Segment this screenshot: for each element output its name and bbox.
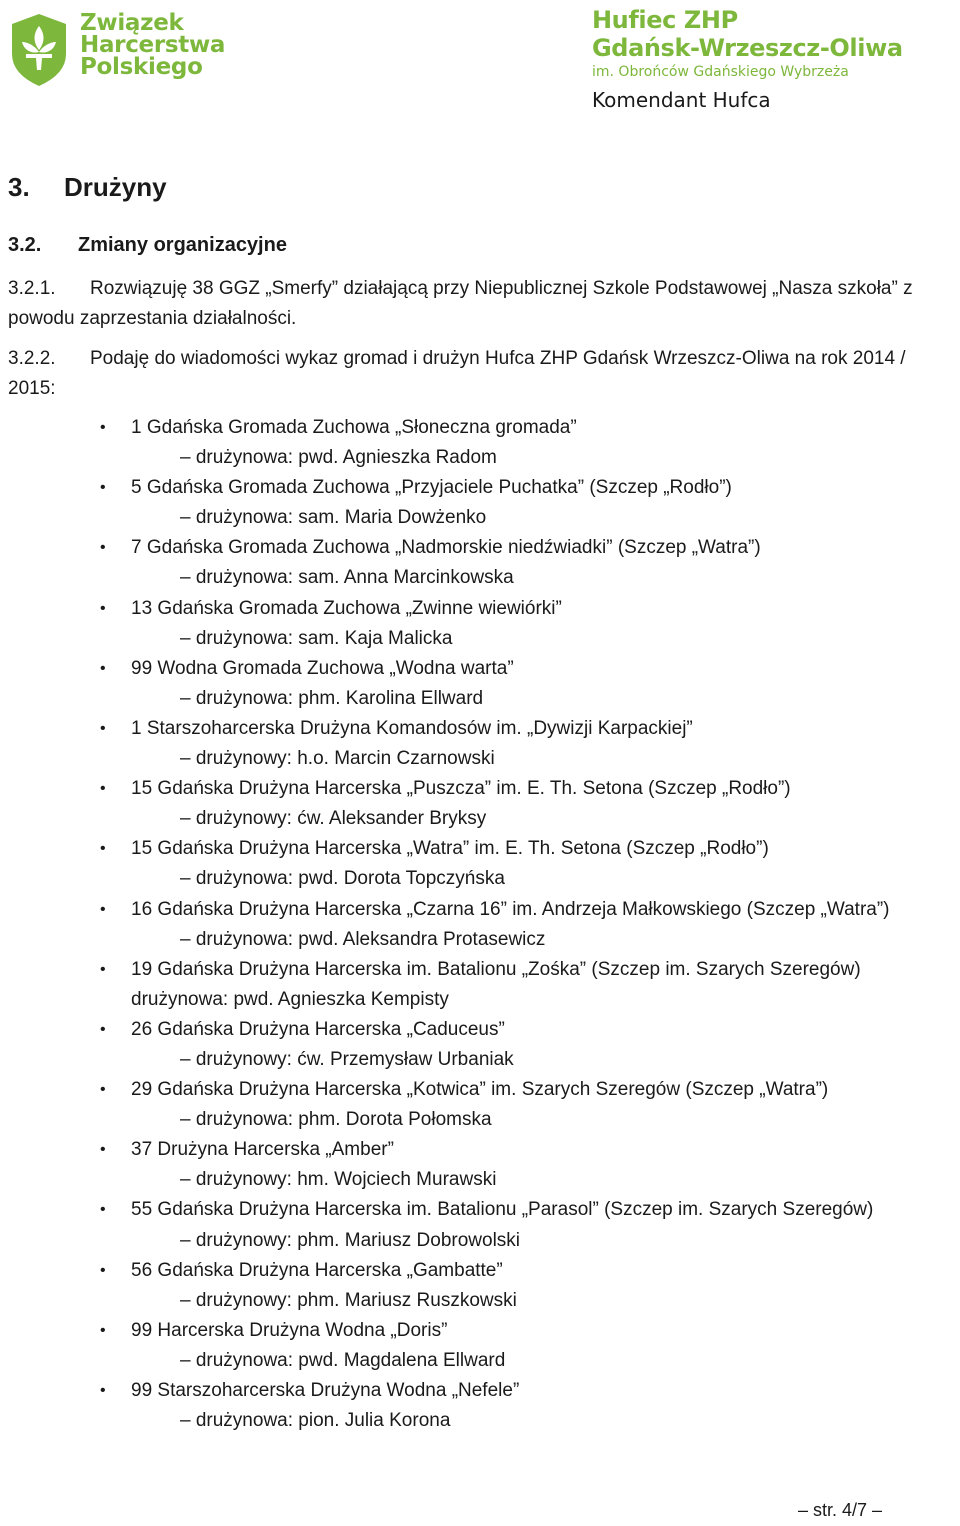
unit-name: 19 Gdańska Drużyna Harcerska im. Batalionu „Zośka” (Szczep im. Szarych Szeregów) drużynowa: pwd. Agnieszka Kempisty (131, 958, 861, 1010)
bullet-icon: • (100, 479, 106, 497)
list-item (0, 1376, 950, 1436)
list-item (0, 1135, 950, 1195)
header-brand (592, 6, 952, 112)
bullet-icon: • (100, 1321, 106, 1339)
paragraph-text: Rozwiązuję 38 GGZ „Smerfy” działającą przy Niepublicznej Szkole Podstawowej „Nasza szkoła” z powodu zaprzestania działalności. (8, 278, 913, 329)
list-item (0, 1256, 950, 1316)
unit-leader: – drużynowa: sam. Kaja Malicka (180, 627, 453, 649)
zhp-logo (6, 8, 226, 92)
unit-name: 15 Gdańska Drużyna Harcerska „Puszcza” im. E. Th. Setona (Szczep „Rodło”) (131, 778, 791, 800)
bullet-icon: • (100, 1020, 106, 1038)
unit-name: 56 Gdańska Drużyna Harcerska „Gambatte” (131, 1259, 503, 1281)
bullet-icon: • (100, 780, 106, 798)
paragraph-number: 3.2.2. (8, 348, 56, 369)
logo-line-1: Związek (80, 10, 184, 36)
unit-name: 16 Gdańska Drużyna Harcerska „Czarna 16” im. Andrzeja Małkowskiego (Szczep „Watra”) (131, 898, 890, 920)
list-item (0, 1316, 950, 1376)
bullet-icon: • (100, 1382, 106, 1399)
list-item (0, 594, 950, 654)
bullet-icon: • (100, 900, 106, 918)
unit-leader: – drużynowy: phm. Mariusz Ruszkowski (180, 1289, 517, 1311)
zhp-lily-icon (6, 12, 72, 88)
unit-name: 29 Gdańska Drużyna Harcerska „Kotwica” im. Szarych Szeregów (Szczep „Watra”) (131, 1079, 829, 1101)
paragraph-number: 3.2.1. (8, 278, 56, 299)
section-title: Drużyny (64, 172, 167, 202)
logo-line-3: Polskiego (80, 54, 203, 80)
page-number: – str. 4/7 – (798, 1500, 883, 1520)
unit-leader: – drużynowa: pwd. Magdalena Ellward (180, 1349, 506, 1371)
unit-name: 99 Harcerska Drużyna Wodna „Doris” (131, 1319, 448, 1341)
bullet-icon: • (100, 419, 106, 436)
unit-leader: – drużynowa: phm. Karolina Ellward (180, 687, 484, 709)
unit-leader: – drużynowa: pion. Julia Korona (180, 1410, 451, 1432)
subsection-title: Zmiany organizacyjne (78, 234, 287, 256)
brand-title: Hufiec ZHP (592, 6, 738, 34)
unit-name: 1 Gdańska Gromada Zuchowa „Słoneczna gromada” (131, 417, 577, 438)
bullet-icon: • (100, 659, 106, 677)
unit-leader: – drużynowy: hm. Wojciech Murawski (180, 1169, 497, 1191)
list-item (0, 654, 950, 714)
unit-name: 99 Starszoharcerska Drużyna Wodna „Nefele” (131, 1380, 520, 1401)
unit-name: 13 Gdańska Gromada Zuchowa „Zwinne wiewiórki” (131, 597, 562, 619)
bullet-icon: • (100, 1201, 106, 1219)
bullet-icon: • (100, 1141, 106, 1159)
section-heading (8, 172, 167, 203)
bullet-icon: • (100, 1261, 106, 1279)
unit-name: 1 Starszoharcerska Drużyna Komandosów im. „Dywizji Karpackiej” (131, 717, 693, 739)
bullet-icon: • (100, 599, 106, 617)
unit-leader: – drużynowy: h.o. Marcin Czarnowski (180, 748, 495, 770)
unit-name: 15 Gdańska Drużyna Harcerska „Watra” im. E. Th. Setona (Szczep „Rodło”) (131, 838, 769, 860)
list-item (0, 473, 950, 533)
list-item (0, 774, 950, 834)
unit-leader: – drużynowa: pwd. Agnieszka Radom (180, 447, 497, 469)
brand-role: Komendant Hufca (592, 88, 771, 112)
bullet-icon: • (100, 840, 106, 858)
unit-name: 99 Wodna Gromada Zuchowa „Wodna warta” (131, 657, 514, 679)
list-item (0, 834, 950, 894)
list-item (0, 413, 950, 473)
list-item (0, 714, 950, 774)
brand-subtitle: Gdańsk-Wrzeszcz-Oliwa (592, 34, 903, 62)
bullet-icon: • (100, 1081, 106, 1099)
unit-leader: – drużynowy: ćw. Przemysław Urbaniak (180, 1048, 514, 1070)
list-item (0, 895, 950, 955)
bullet-icon: • (100, 539, 106, 557)
list-item (0, 955, 950, 1015)
unit-leader: – drużynowa: pwd. Dorota Topczyńska (180, 868, 505, 890)
paragraph-text: Podaję do wiadomości wykaz gromad i drużyn Hufca ZHP Gdańsk Wrzeszcz-Oliwa na rok 2014 / 2015: (8, 348, 906, 399)
unit-leader: – drużynowa: sam. Maria Dowżenko (180, 507, 487, 529)
units-list (0, 413, 950, 1436)
unit-leader: – drużynowy: ćw. Aleksander Bryksy (180, 808, 487, 830)
list-item (0, 533, 950, 593)
unit-leader: – drużynowy: phm. Mariusz Dobrowolski (180, 1229, 521, 1251)
bullet-icon: • (100, 960, 106, 978)
list-item (0, 1075, 950, 1135)
section-number: 3. (8, 172, 30, 202)
list-item (0, 1015, 950, 1075)
brand-dedication: im. Obrońców Gdańskiego Wybrzeża (592, 64, 849, 80)
paragraph-3-2-2 (8, 344, 953, 404)
unit-name: 55 Gdańska Drużyna Harcerska im. Batalionu „Parasol” (Szczep im. Szarych Szeregów) (131, 1199, 874, 1221)
unit-name: 5 Gdańska Gromada Zuchowa „Przyjaciele Puchatka” (Szczep „Rodło”) (131, 477, 732, 499)
unit-name: 26 Gdańska Drużyna Harcerska „Caduceus” (131, 1018, 505, 1040)
subsection-heading (8, 234, 287, 257)
list-item (0, 1195, 950, 1255)
unit-leader: – drużynowa: phm. Dorota Połomska (180, 1109, 492, 1131)
paragraph-3-2-1 (8, 274, 953, 334)
subsection-number: 3.2. (8, 234, 42, 256)
unit-leader: – drużynowa: sam. Anna Marcinkowska (180, 567, 514, 589)
unit-leader: – drużynowa: pwd. Aleksandra Protasewicz (180, 928, 546, 950)
unit-name: 37 Drużyna Harcerska „Amber” (131, 1139, 394, 1161)
bullet-icon: • (100, 719, 106, 737)
logo-line-2: Harcerstwa (80, 32, 226, 58)
unit-name: 7 Gdańska Gromada Zuchowa „Nadmorskie niedźwiadki” (Szczep „Watra”) (131, 537, 761, 559)
logo-wordmark (80, 12, 230, 78)
